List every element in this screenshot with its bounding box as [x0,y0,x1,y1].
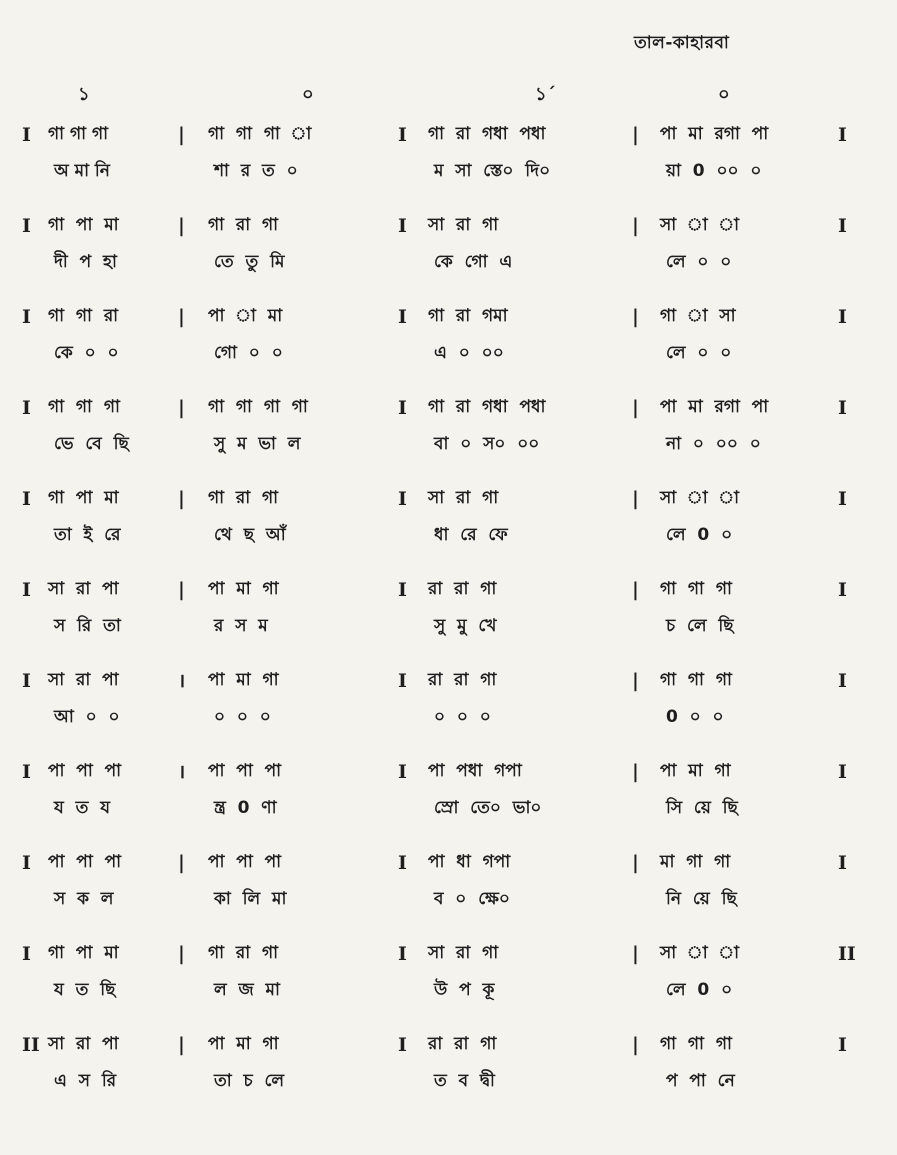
lyric-cell: লে ০ ০ [666,252,732,272]
swara-cell: গা গা রা [48,306,119,326]
bar-line: I [838,488,847,510]
lyric-cell: তে তু মি [214,252,285,272]
bar-line: I [22,215,31,237]
lyric-cell: সু ম ভা ল [214,434,301,454]
swara-cell: সা রা গা [428,488,499,508]
lyric-cell: লে ০ ০ [666,343,732,363]
bar-line: I [22,306,31,328]
swara-cell: সা রা গা [428,943,499,963]
lyric-cell: নি য়ে ছি [666,889,737,909]
bar-line: । [178,761,186,783]
lyric-cell: দী প হা [54,252,117,272]
notation-row [0,854,897,934]
bar-line: | [632,306,639,328]
swara-cell: গা রা গধা পধা [428,397,546,417]
swara-cell: গা া সা [660,306,736,326]
bar-line: I [838,579,847,601]
swara-cell: গা রা গমা [428,306,508,326]
bar-line: I [22,397,31,419]
bar-line: | [178,943,185,965]
bar-line: | [632,488,639,510]
swara-cell: গা গা গা [660,579,732,599]
bar-line: I [398,488,407,510]
lyric-cell: সু মু খে [434,616,497,636]
bar-line: I [22,670,31,692]
swara-cell: গা রা গা [208,215,279,235]
bar-line: I [398,852,407,874]
taal-marker-4: ০ [718,84,730,105]
lyric-cell: কা লি মা [214,889,287,909]
swara-cell: রা রা গা [428,579,497,599]
bar-line: | [632,579,639,601]
bar-line: I [398,943,407,965]
swara-cell: রা রা গা [428,670,497,690]
swara-cell: পা মা রগা পা [660,124,769,144]
notation-row [0,217,897,297]
swara-cell: পা মা গা [208,579,279,599]
lyric-cell: এ ০ ০০ [434,343,504,363]
bar-line: | [632,215,639,237]
bar-line: | [632,852,639,874]
swara-cell: গা গা গা [48,397,120,417]
bar-line: | [178,579,185,601]
bar-line: I [22,852,31,874]
lyric-cell: লে 0 ০ [666,525,733,545]
swara-cell: গা গা গা [660,1034,732,1054]
swara-cell: সা রা পা [48,579,119,599]
bar-line: | [632,943,639,965]
lyric-cell: ০ ০ ০ [214,707,271,727]
bar-line: I [22,488,31,510]
lyric-cell: গো ০ ০ [214,343,283,363]
swara-cell: গা পা মা [48,943,119,963]
bar-line: | [178,215,185,237]
swara-cell: গা রা গা [208,943,279,963]
taal-marker-1: ১ [78,84,90,105]
bar-line: | [632,670,639,692]
bar-line: | [178,397,185,419]
lyric-cell: য়া 0 ০০ ০ [666,161,762,181]
notation-row [0,126,897,206]
lyric-cell: স রি তা [54,616,121,636]
taal-title: তাল-কাহারবা [634,33,730,53]
swara-cell: পা মা গা [660,761,731,781]
lyric-cell: ব ০ ক্ষে০ [434,889,510,909]
swara-cell: পা মা গা [208,1034,279,1054]
lyric-cell: চ লে ছি [666,616,734,636]
lyric-cell: স্রো তে০ ভা০ [434,798,542,818]
swara-cell: সা া া [660,943,740,963]
bar-line: | [632,124,639,146]
bar-line: I [398,579,407,601]
lyric-cell: কে ০ ০ [54,343,119,363]
bar-line: I [398,124,407,146]
lyric-cell: অ মা নি [54,161,110,181]
swara-cell: সা া া [660,215,740,235]
bar-line: I [838,124,847,146]
lyric-cell: কে গো এ [434,252,513,272]
lyric-cell: আ ০ ০ [54,707,120,727]
lyric-cell: সি য়ে ছি [666,798,738,818]
lyric-cell: য ত য [54,798,111,818]
lyric-cell: ০ ০ ০ [434,707,491,727]
bar-line: I [838,670,847,692]
swara-cell: গা গা গা গা [208,397,308,417]
lyric-cell: র স ম [214,616,268,636]
lyric-cell: য ত ছি [54,980,116,1000]
bar-line: I [398,761,407,783]
lyric-cell: 0 ০ ০ [666,707,724,727]
bar-line: I [398,215,407,237]
swara-cell: সা া া [660,488,740,508]
taal-marker-3: ১´ [535,84,556,105]
notation-row [0,1036,897,1116]
notation-row [0,763,897,843]
lyric-cell: ন্ত্র 0 ণা [214,798,277,818]
swara-cell: গা গা গা [48,124,109,144]
bar-line: I [398,1034,407,1056]
bar-line: | [632,397,639,419]
notation-row [0,490,897,570]
swara-cell: সা রা পা [48,670,119,690]
bar-line: | [178,124,185,146]
lyric-cell: না ০ ০০ ০ [666,434,761,454]
swara-cell: মা গা গা [660,852,731,872]
swara-cell: গা রা গা [208,488,279,508]
bar-line: I [22,943,31,965]
notation-row [0,945,897,1025]
bar-line: I [398,670,407,692]
notation-row [0,399,897,479]
lyric-cell: বা ০ স০ ০০ [434,434,540,454]
swara-cell: গা পা মা [48,488,119,508]
swara-cell: পা া মা [208,306,283,326]
lyric-cell: থে ছ আঁ [214,525,286,545]
swara-cell: পা পধা গপা [428,761,522,781]
lyric-cell: প পা নে [666,1071,735,1091]
lyric-cell: লে 0 ০ [666,980,733,1000]
swara-cell: রা রা গা [428,1034,497,1054]
lyric-cell: এ স রি [54,1071,117,1091]
lyric-cell: তা চ লে [214,1071,285,1091]
bar-line: । [178,670,186,692]
notation-row [0,581,897,661]
bar-line: | [178,852,185,874]
taal-marker-2: ০ [302,84,314,105]
bar-line: I [398,397,407,419]
bar-line: I [22,761,31,783]
bar-line: | [178,488,185,510]
bar-line: I [838,852,847,874]
lyric-cell: স ক ল [54,889,114,909]
notation-row [0,672,897,752]
notation-row [0,308,897,388]
bar-line: I [398,306,407,328]
swara-cell: পা পা পা [48,852,122,872]
bar-line: II [838,943,856,965]
lyric-cell: ধা রে ফে [434,525,508,545]
lyric-cell: তা ই রে [54,525,121,545]
bar-line: I [838,215,847,237]
bar-line: I [838,761,847,783]
swara-cell: পা পা পা [208,852,282,872]
bar-line: I [838,397,847,419]
lyric-cell: ভে বে ছি [54,434,129,454]
bar-line: II [22,1034,40,1056]
swara-cell: গা গা গা [660,670,732,690]
swara-cell: গা রা গধা পধা [428,124,546,144]
bar-line: I [838,306,847,328]
bar-line: | [632,761,639,783]
lyric-cell: ম সা স্তে০ দি০ [434,161,551,181]
lyric-cell: শা র ত ০ [214,161,298,181]
swara-cell: পা মা রগা পা [660,397,769,417]
bar-line: I [838,1034,847,1056]
bar-line: | [178,1034,185,1056]
swara-cell: গা গা গা া [208,124,312,144]
swara-cell: সা রা গা [428,215,499,235]
swara-cell: পা ধা গপা [428,852,511,872]
lyric-cell: ত ব দ্বী [434,1071,495,1091]
bar-line: | [178,306,185,328]
bar-line: | [632,1034,639,1056]
swara-cell: পা পা পা [48,761,122,781]
swara-cell: পা মা গা [208,670,279,690]
swara-cell: গা পা মা [48,215,119,235]
lyric-cell: ল জ মা [214,980,280,1000]
bar-line: I [22,579,31,601]
lyric-cell: উ প কূ [434,980,495,1000]
swara-cell: পা পা পা [208,761,282,781]
swara-cell: সা রা পা [48,1034,119,1054]
bar-line: I [22,124,31,146]
